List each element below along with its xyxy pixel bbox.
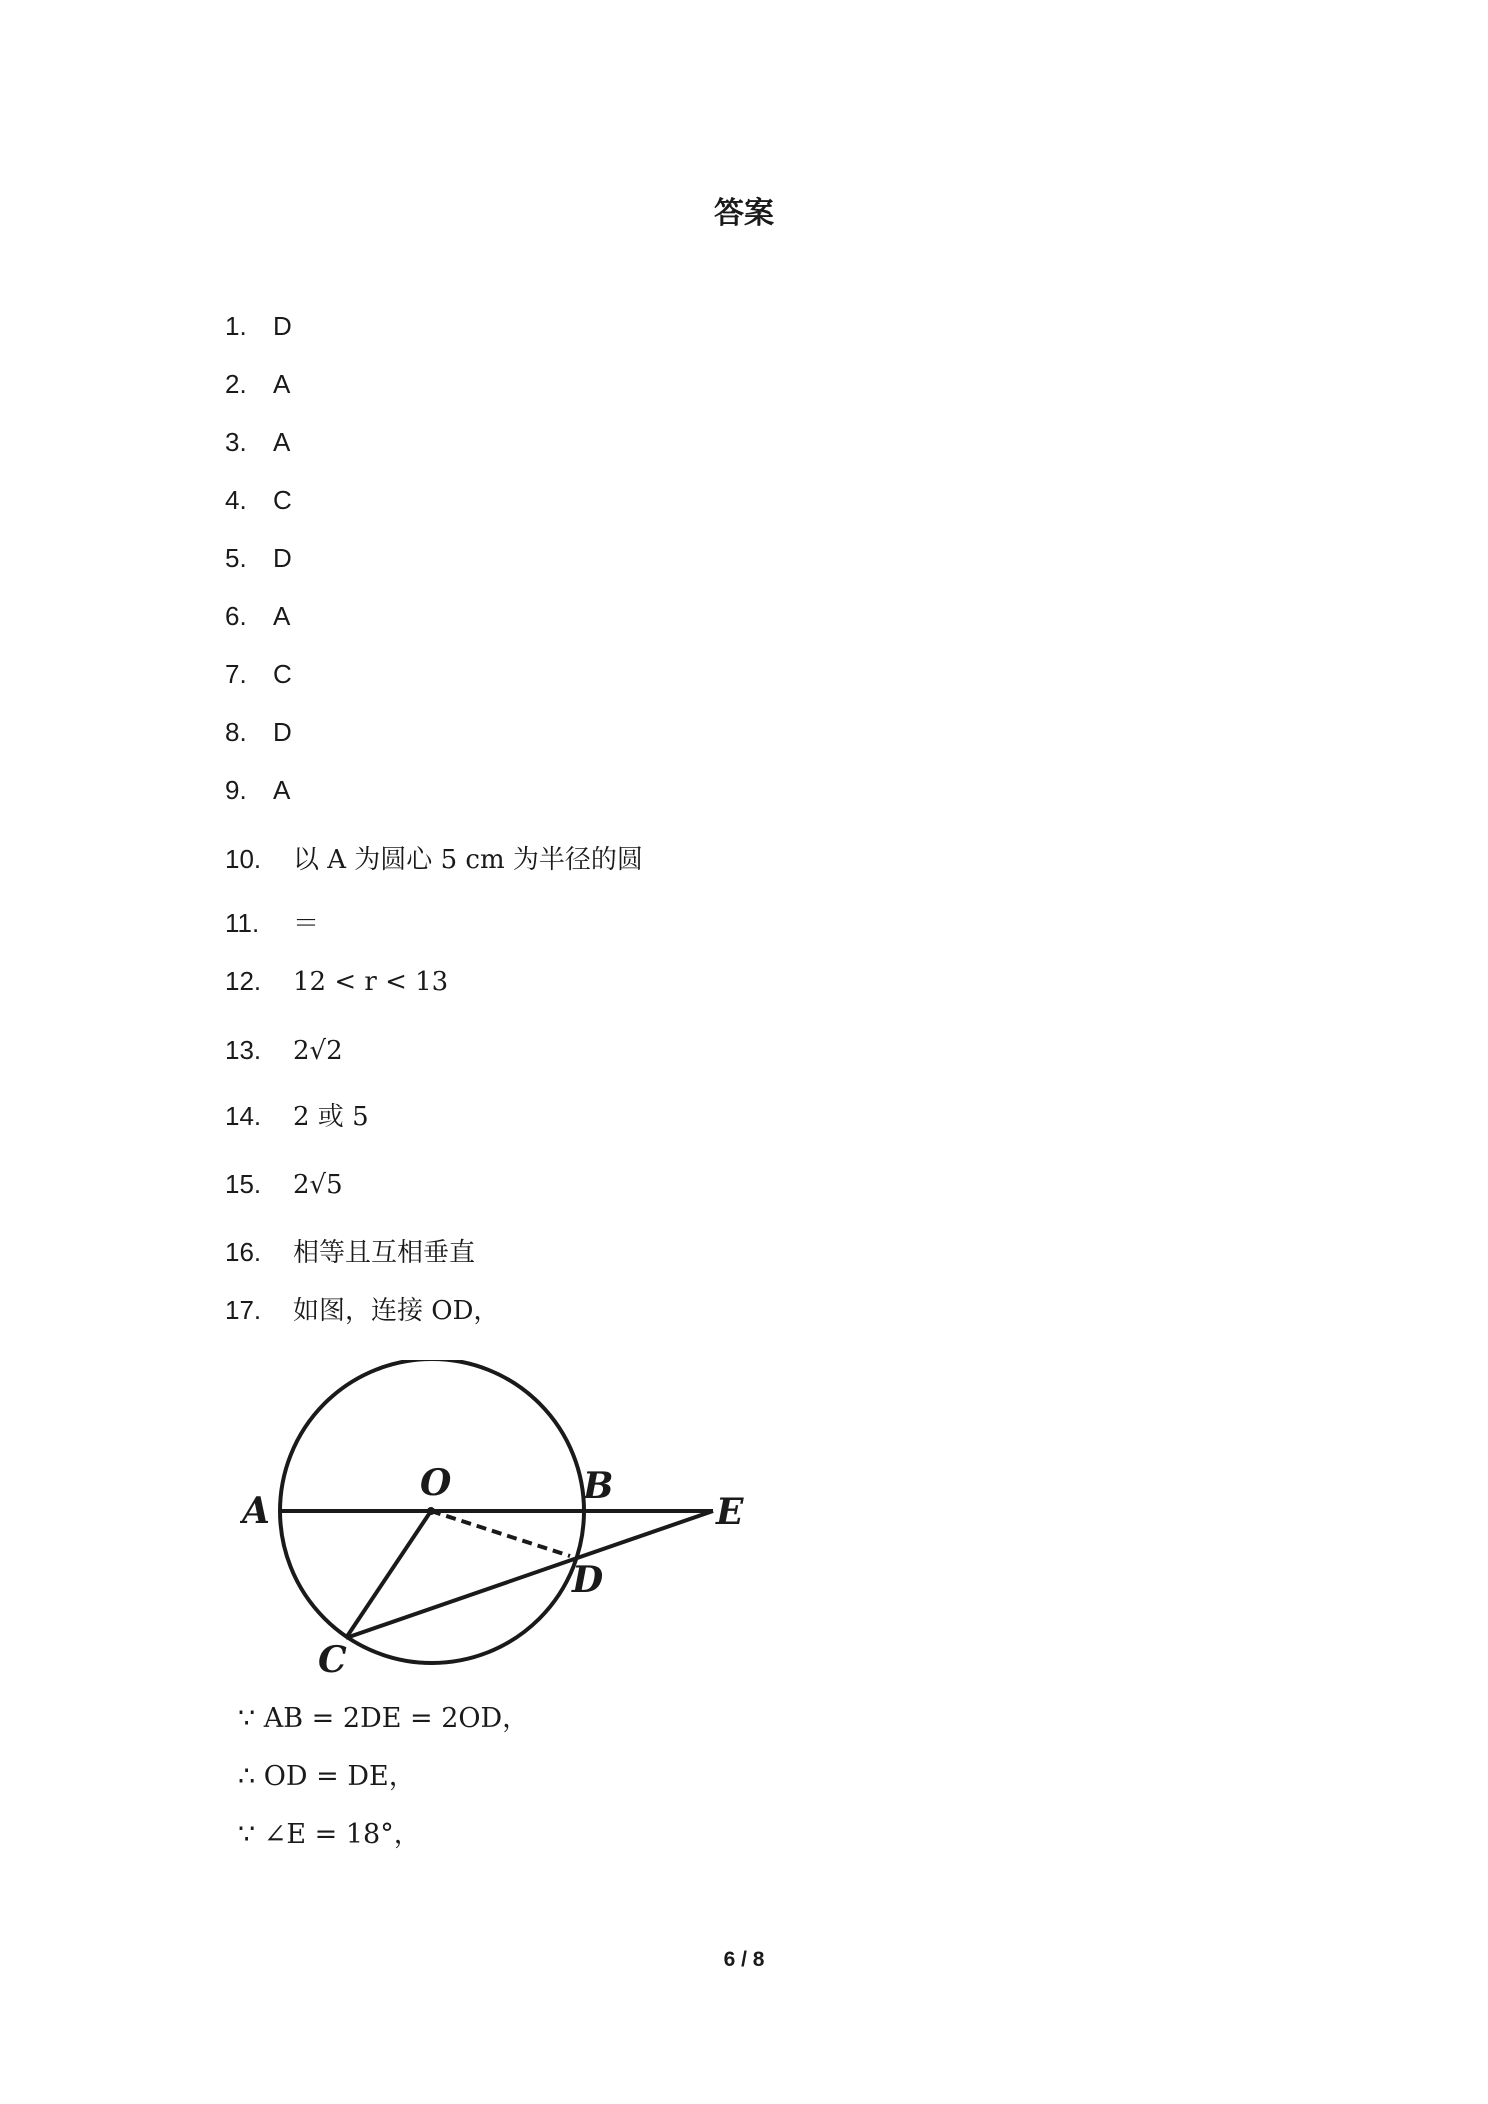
page-number: 6 / 8 xyxy=(723,1948,765,1971)
answer-text: C xyxy=(273,485,292,515)
answer-item xyxy=(225,1167,343,1202)
label-d: D xyxy=(572,1559,604,1601)
answer-number: 7. xyxy=(225,659,247,689)
answer-text: 以 A 为圆心 5 cm 为半径的圆 xyxy=(293,845,643,875)
answer-text: 相等且互相垂直 xyxy=(293,1238,476,1268)
answer-number: 5. xyxy=(225,543,247,573)
center-point xyxy=(427,1507,435,1515)
line-o-c xyxy=(346,1511,431,1638)
answer-text: A xyxy=(273,775,291,805)
answer-item xyxy=(225,1033,343,1068)
answer-number: 15. xyxy=(225,1169,262,1199)
answer-number: 1. xyxy=(225,311,247,341)
answer-text: D xyxy=(273,311,292,341)
label-e: E xyxy=(716,1491,744,1533)
answer-item xyxy=(225,715,292,750)
answer-text: 2√2 xyxy=(293,1036,343,1066)
answer-item xyxy=(225,1099,369,1134)
answer-item xyxy=(225,657,292,692)
answer-number: 6. xyxy=(225,601,247,631)
answer-text: D xyxy=(273,543,292,573)
answer-item xyxy=(225,425,290,460)
answer-text: 2√5 xyxy=(293,1170,343,1200)
answer-number: 4. xyxy=(225,485,247,515)
answer-item xyxy=(225,1293,499,1328)
answer-number: 10. xyxy=(225,844,262,874)
answer-item xyxy=(225,906,319,941)
answer-number: 9. xyxy=(225,775,247,805)
proof-line: ∵ ∠E = 18°， xyxy=(238,1819,421,1850)
answer-text: A xyxy=(273,369,291,399)
answer-item xyxy=(225,541,292,576)
dashed-line-o-d xyxy=(431,1511,570,1556)
answer-number: 2. xyxy=(225,369,247,399)
answer-text: 2 或 5 xyxy=(293,1102,369,1132)
label-b: B xyxy=(583,1465,614,1507)
answer-text: ＝ xyxy=(293,909,320,939)
answer-number: 13. xyxy=(225,1035,262,1065)
geometry-figure xyxy=(240,1360,760,1690)
answer-text: D xyxy=(273,717,292,747)
answer-item xyxy=(225,773,290,808)
answer-number: 14. xyxy=(225,1101,262,1131)
label-o: O xyxy=(420,1462,452,1504)
answer-text: A xyxy=(273,601,291,631)
answer-item xyxy=(225,1235,475,1270)
answer-item xyxy=(225,483,292,518)
label-a: A xyxy=(242,1490,270,1532)
answer-number: 11. xyxy=(225,908,260,938)
line-c-e xyxy=(346,1511,713,1638)
answer-text: C xyxy=(273,659,292,689)
answer-text: 12 < r < 13 xyxy=(293,967,449,997)
answer-item xyxy=(225,309,292,344)
page-title: 答案 xyxy=(714,196,774,231)
answer-number: 12. xyxy=(225,966,262,996)
answer-number: 3. xyxy=(225,427,247,457)
answer-text: A xyxy=(273,427,291,457)
answer-item xyxy=(225,842,643,877)
answer-number: 8. xyxy=(225,717,247,747)
answer-item xyxy=(225,367,290,402)
answer-item xyxy=(225,964,448,999)
answer-number: 16. xyxy=(225,1237,262,1267)
answer-item xyxy=(225,599,290,634)
answer-text: 如图，连接 OD， xyxy=(293,1296,500,1326)
label-c: C xyxy=(318,1639,347,1681)
proof-line: ∴ OD = DE， xyxy=(238,1761,416,1792)
answer-number: 17. xyxy=(225,1295,262,1325)
proof-line: ∵ AB = 2DE = 2OD， xyxy=(238,1703,530,1734)
